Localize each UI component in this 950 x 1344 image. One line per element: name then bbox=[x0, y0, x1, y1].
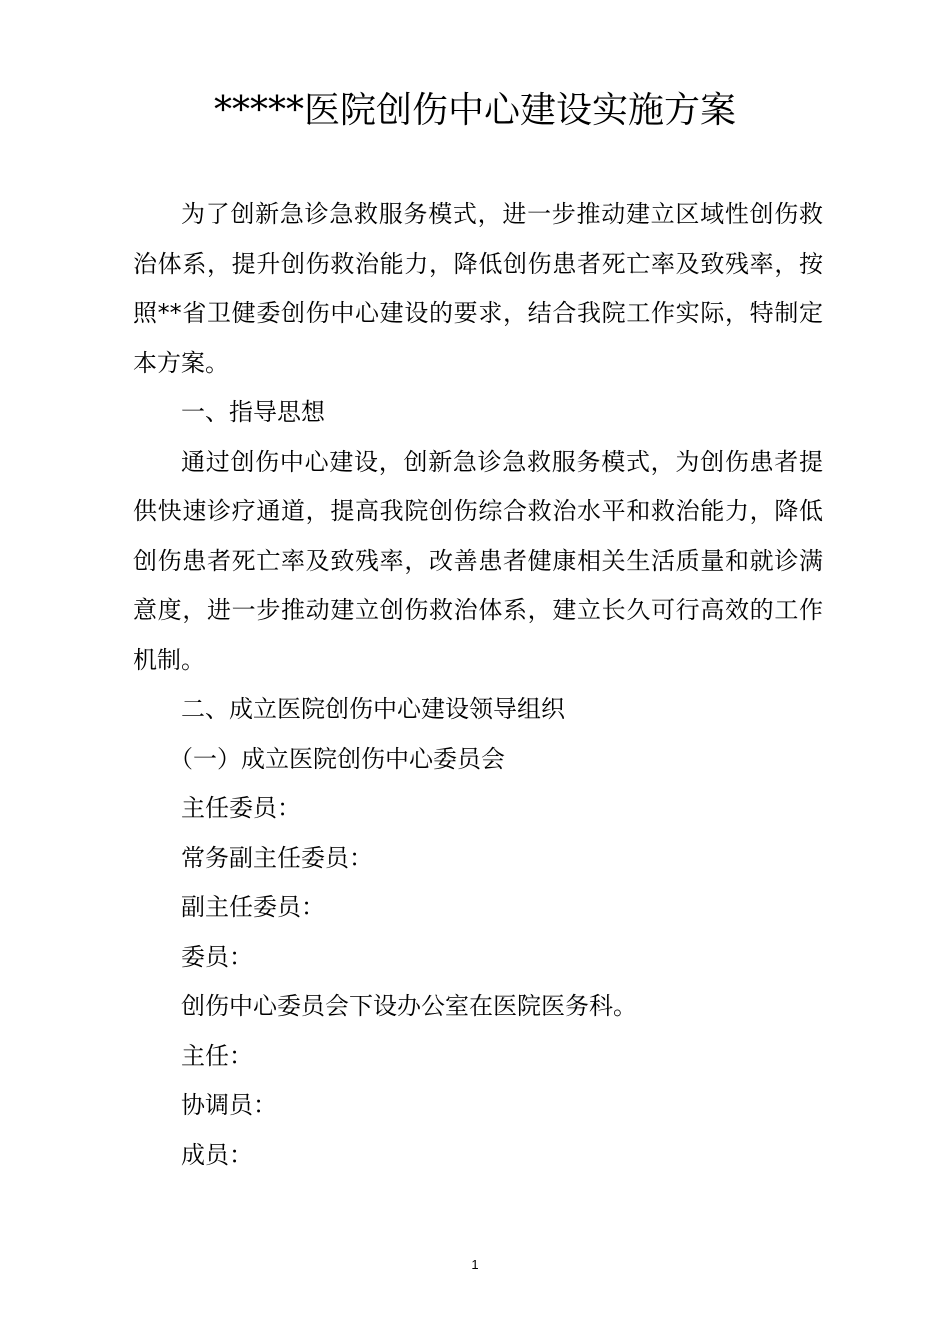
line-director: 主任： bbox=[181, 1041, 253, 1070]
line-members: 成员： bbox=[181, 1140, 253, 1169]
guiding-ideology-paragraph: 通过创伤中心建设，创新急诊急救服务模式，为创伤患者提供快速诊疗通道，提高我院创伤综合救治水平和救治能力，降低创伤患者死亡率及致残率，改善患者健康相关生活质量和就诊满意度，进一步推动建立创伤救治体系，建立长久可行高效的工作机制。 bbox=[133, 447, 823, 674]
document-title: *****医院创伤中心建设实施方案 bbox=[213, 90, 736, 131]
section-heading-guiding-ideology: 一、指导思想 bbox=[181, 398, 325, 426]
line-chief-committee-member: 主任委员： bbox=[181, 794, 301, 822]
section-heading-leadership-organization: 二、成立医院创伤中心建设领导组织 bbox=[181, 695, 565, 723]
line-committee-members: 委员： bbox=[181, 942, 253, 971]
document-body bbox=[133, 190, 823, 1180]
line-executive-vice-chief: 常务副主任委员： bbox=[181, 843, 373, 872]
line-coordinator: 协调员： bbox=[181, 1091, 277, 1119]
line-office-location: 创伤中心委员会下设办公室在医院医务科。 bbox=[181, 992, 637, 1020]
intro-paragraph: 为了创新急诊急救服务模式，进一步推动建立区域性创伤救治体系，提升创伤救治能力，降低创伤患者死亡率及致残率，按照**省卫健委创伤中心建设的要求，结合我院工作实际，特制定本方案。 bbox=[133, 200, 823, 377]
page-number: 1 bbox=[471, 1257, 479, 1272]
line-vice-chief: 副主任委员： bbox=[181, 893, 325, 921]
subsection-heading-committee: （一）成立医院创伤中心委员会 bbox=[169, 744, 505, 773]
